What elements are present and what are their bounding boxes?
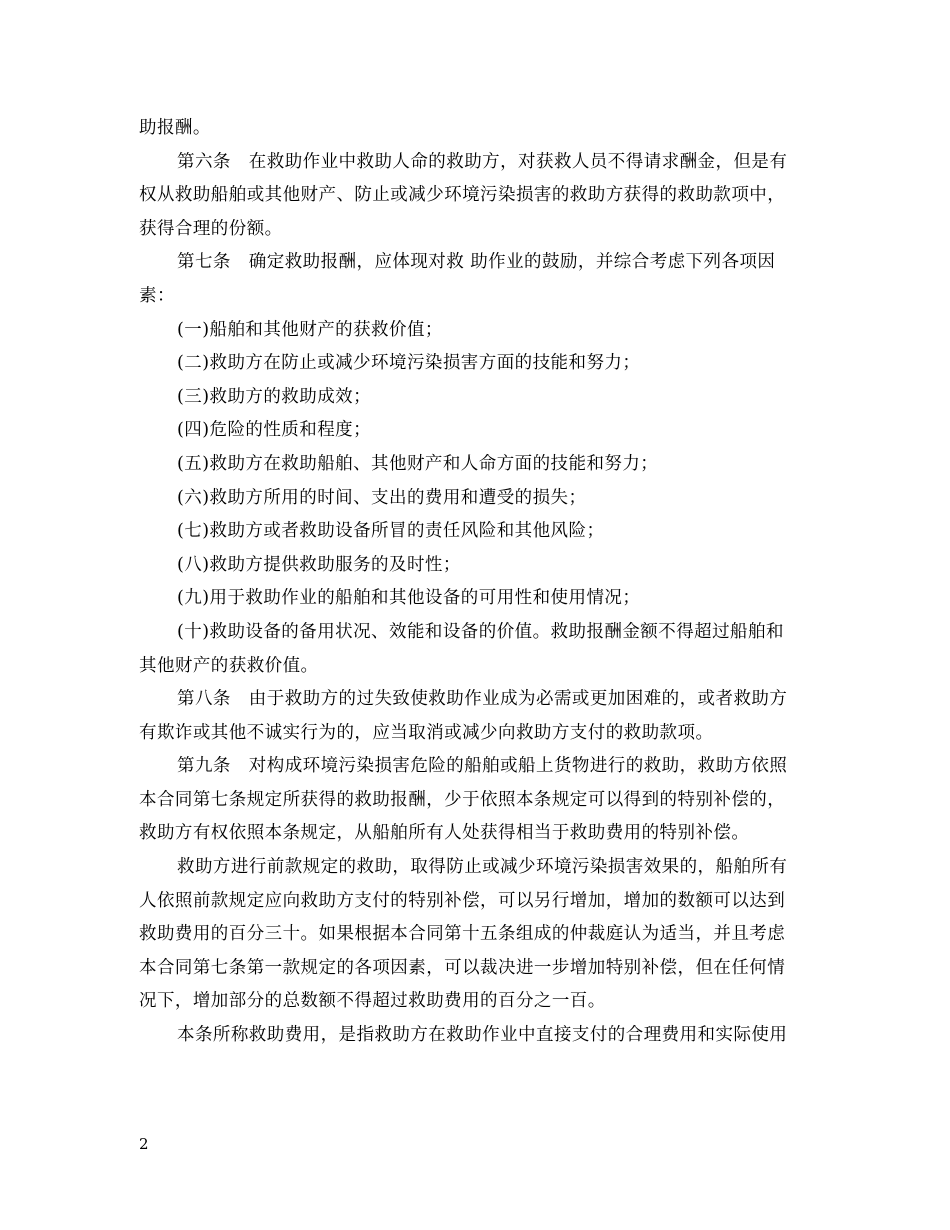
body-text — [139, 112, 811, 1053]
text-line: 获得合理的份额。 — [139, 218, 283, 239]
text-line: (七)救助方或者救助设备所冒的责任风险和其他风险； — [177, 521, 605, 542]
text-line: 本条所称救助费用，是指救助方在救助作业中直接支付的合理费用和实际使用 — [177, 1025, 788, 1046]
text-line: 素： — [139, 285, 175, 306]
text-line: 救助费用的百分三十。如果根据本合同第十五条组成的仲裁庭认为适当，并且考虑 — [139, 924, 786, 945]
text-line: 助报酬。 — [139, 118, 211, 138]
text-line: 救助方进行前款规定的救助，取得防止或减少环境污染损害效果的，船舶所有 — [177, 857, 788, 878]
text-line: 救助方有权依照本条规定，从船舶所有人处获得相当于救助费用的特别补偿。 — [139, 823, 750, 844]
text-line: 第七条 确定救助报酬，应体现对救 助作业的鼓励，并综合考虑下列各项因 — [177, 252, 776, 273]
text-line: 本合同第七条第一款规定的各项因素，可以裁决进一步增加特别补偿，但在任何情 — [139, 957, 786, 978]
text-line: (九)用于救助作业的船舶和其他设备的可用性和使用情况； — [177, 588, 641, 609]
text-line: (二)救助方在防止或减少环境污染损害方面的技能和努力； — [177, 353, 641, 374]
text-line: 权从救助船舶或其他财产、防止或减少环境污染损害的救助方获得的救助款项中， — [139, 185, 786, 206]
text-line: (一)船舶和其他财产的获救价值； — [177, 319, 443, 340]
text-line: (十)救助设备的备用状况、效能和设备的价值。救助报酬金额不得超过船舶和 — [177, 621, 784, 642]
text-line: 有欺诈或其他不诚实行为的，应当取消或减少向救助方支付的救助款项。 — [139, 722, 714, 743]
text-line: (四)危险的性质和程度； — [177, 420, 372, 441]
text-line: 第八条 由于救助方的过失致使救助作业成为必需或更加困难的，或者救助方 — [177, 689, 788, 710]
text-line: 第九条 对构成环境污染损害危险的船舶或船上货物进行的救助，救助方依照 — [177, 756, 788, 777]
text-line: 第六条 在救助作业中救助人命的救助方，对获救人员不得请求酬金，但是有 — [177, 151, 788, 172]
text-line: (八)救助方提供救助服务的及时性； — [177, 554, 461, 575]
text-line: 况下，增加部分的总数额不得超过救助费用的百分之一百。 — [139, 991, 606, 1012]
text-line: (五)救助方在救助船舶、其他财产和人命方面的技能和努力； — [177, 453, 659, 474]
page-number: 2 — [139, 1135, 149, 1153]
text-line: (三)救助方的救助成效； — [177, 386, 372, 407]
text-line: 其他财产的获救价值。 — [139, 655, 319, 676]
text-line: 人依照前款规定应向救助方支付的特别补偿，可以另行增加，增加的数额可以达到 — [139, 890, 786, 911]
text-line: (六)救助方所用的时间、支出的费用和遭受的损失； — [177, 487, 587, 508]
text-line: 本合同第七条规定所获得的救助报酬，少于依照本条规定可以得到的特别补偿的， — [139, 789, 786, 810]
